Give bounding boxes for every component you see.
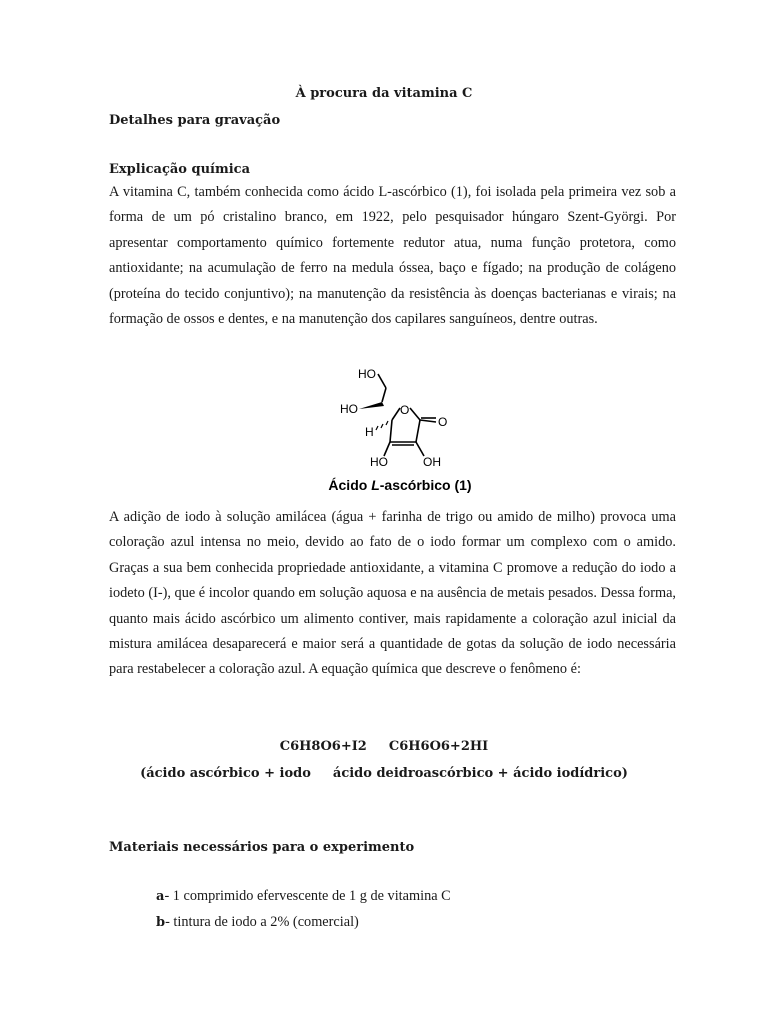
- materials-list-item: [156, 888, 451, 905]
- molecule-label-h: H: [365, 425, 374, 439]
- molecule-label-oh-bottom: OH: [423, 455, 441, 469]
- document-title: À procura da vitamina C: [295, 86, 473, 101]
- materials-item-text: - 1 comprimido efervescente de 1 g de vitamina C: [164, 888, 451, 904]
- molecule-caption: Ácido L-ascórbico (1): [328, 477, 472, 493]
- chemical-equation-names: [0, 766, 768, 781]
- equation-products-names: ácido deidroascórbico + ácido iodídrico): [332, 766, 628, 781]
- paragraph-iodine-reaction: A adição de iodo à solução amilácea (água + farinha de trigo ou amido de milho) provoca uma coloração azul intensa no meio, devido ao fato de o iodo formar um complexo com o amido. Graças a sua bem conhecida propriedade antioxidante, a vitamina C promove a redução do iodo a iodeto (I-), que é incolor quando em solução aquosa e na ausência de metais pesados. Dessa forma, quanto mais ácido ascórbico um alimento contiver, mais rapidamente a coloração azul inicial da mistura amilácea desaparecerá e maior será a quantidade de gotas da solução de iodo necessária para restabelecer a coloração azul. A equação química que descreve o fenômeno é:: [109, 509, 676, 678]
- molecule-wedge-bond: [359, 402, 384, 409]
- molecule-label-ho-mid: HO: [340, 402, 358, 416]
- paragraph-vitamin-c-intro: A vitamina C, também conhecida como ácido L-ascórbico (1), foi isolada pela primeira vez sob a forma de um pó cristalino branco, em 1922, pelo pesquisador húngaro Szent-Györgi. Por apresentar comportamento químico fortemente redutor atua, numa função protetora, como antioxidante; na acumulação de ferro na medula óssea, baço e fígado; na produção de colágeno (proteína do tecido conjuntivo); na manutenção da resistência às doenças bacterianas e virais; na formação de ossos e dentes, e na manutenção dos capilares sanguíneos, dentre outras.: [109, 184, 676, 328]
- section-heading-chemistry: Explicação química: [109, 162, 251, 177]
- materials-item-text: - tintura de iodo a 2% (comercial): [165, 914, 359, 930]
- equation-reactants: C6H8O6+I2: [279, 739, 367, 754]
- section-heading-materials: Materiais necessários para o experimento: [109, 840, 415, 855]
- ascorbic-acid-structure: [320, 362, 480, 497]
- molecule-label-o-ring: O: [400, 403, 410, 417]
- chemical-equation-formula: [0, 739, 768, 754]
- molecule-hash-bond: [376, 421, 388, 430]
- molecule-label-ho-bottom: HO: [370, 455, 388, 469]
- materials-item-letter: b: [156, 915, 166, 930]
- molecule-label-o-carbonyl: O: [438, 415, 448, 429]
- molecule-label-ho-top: HO: [358, 367, 376, 381]
- equation-products: C6H6O6+2HI: [388, 739, 489, 754]
- materials-list-item: [156, 914, 359, 931]
- materials-item-letter: a: [156, 889, 165, 904]
- section-heading-recording: Detalhes para gravação: [109, 113, 281, 128]
- equation-reactants-names: (ácido ascórbico + iodo: [140, 766, 311, 781]
